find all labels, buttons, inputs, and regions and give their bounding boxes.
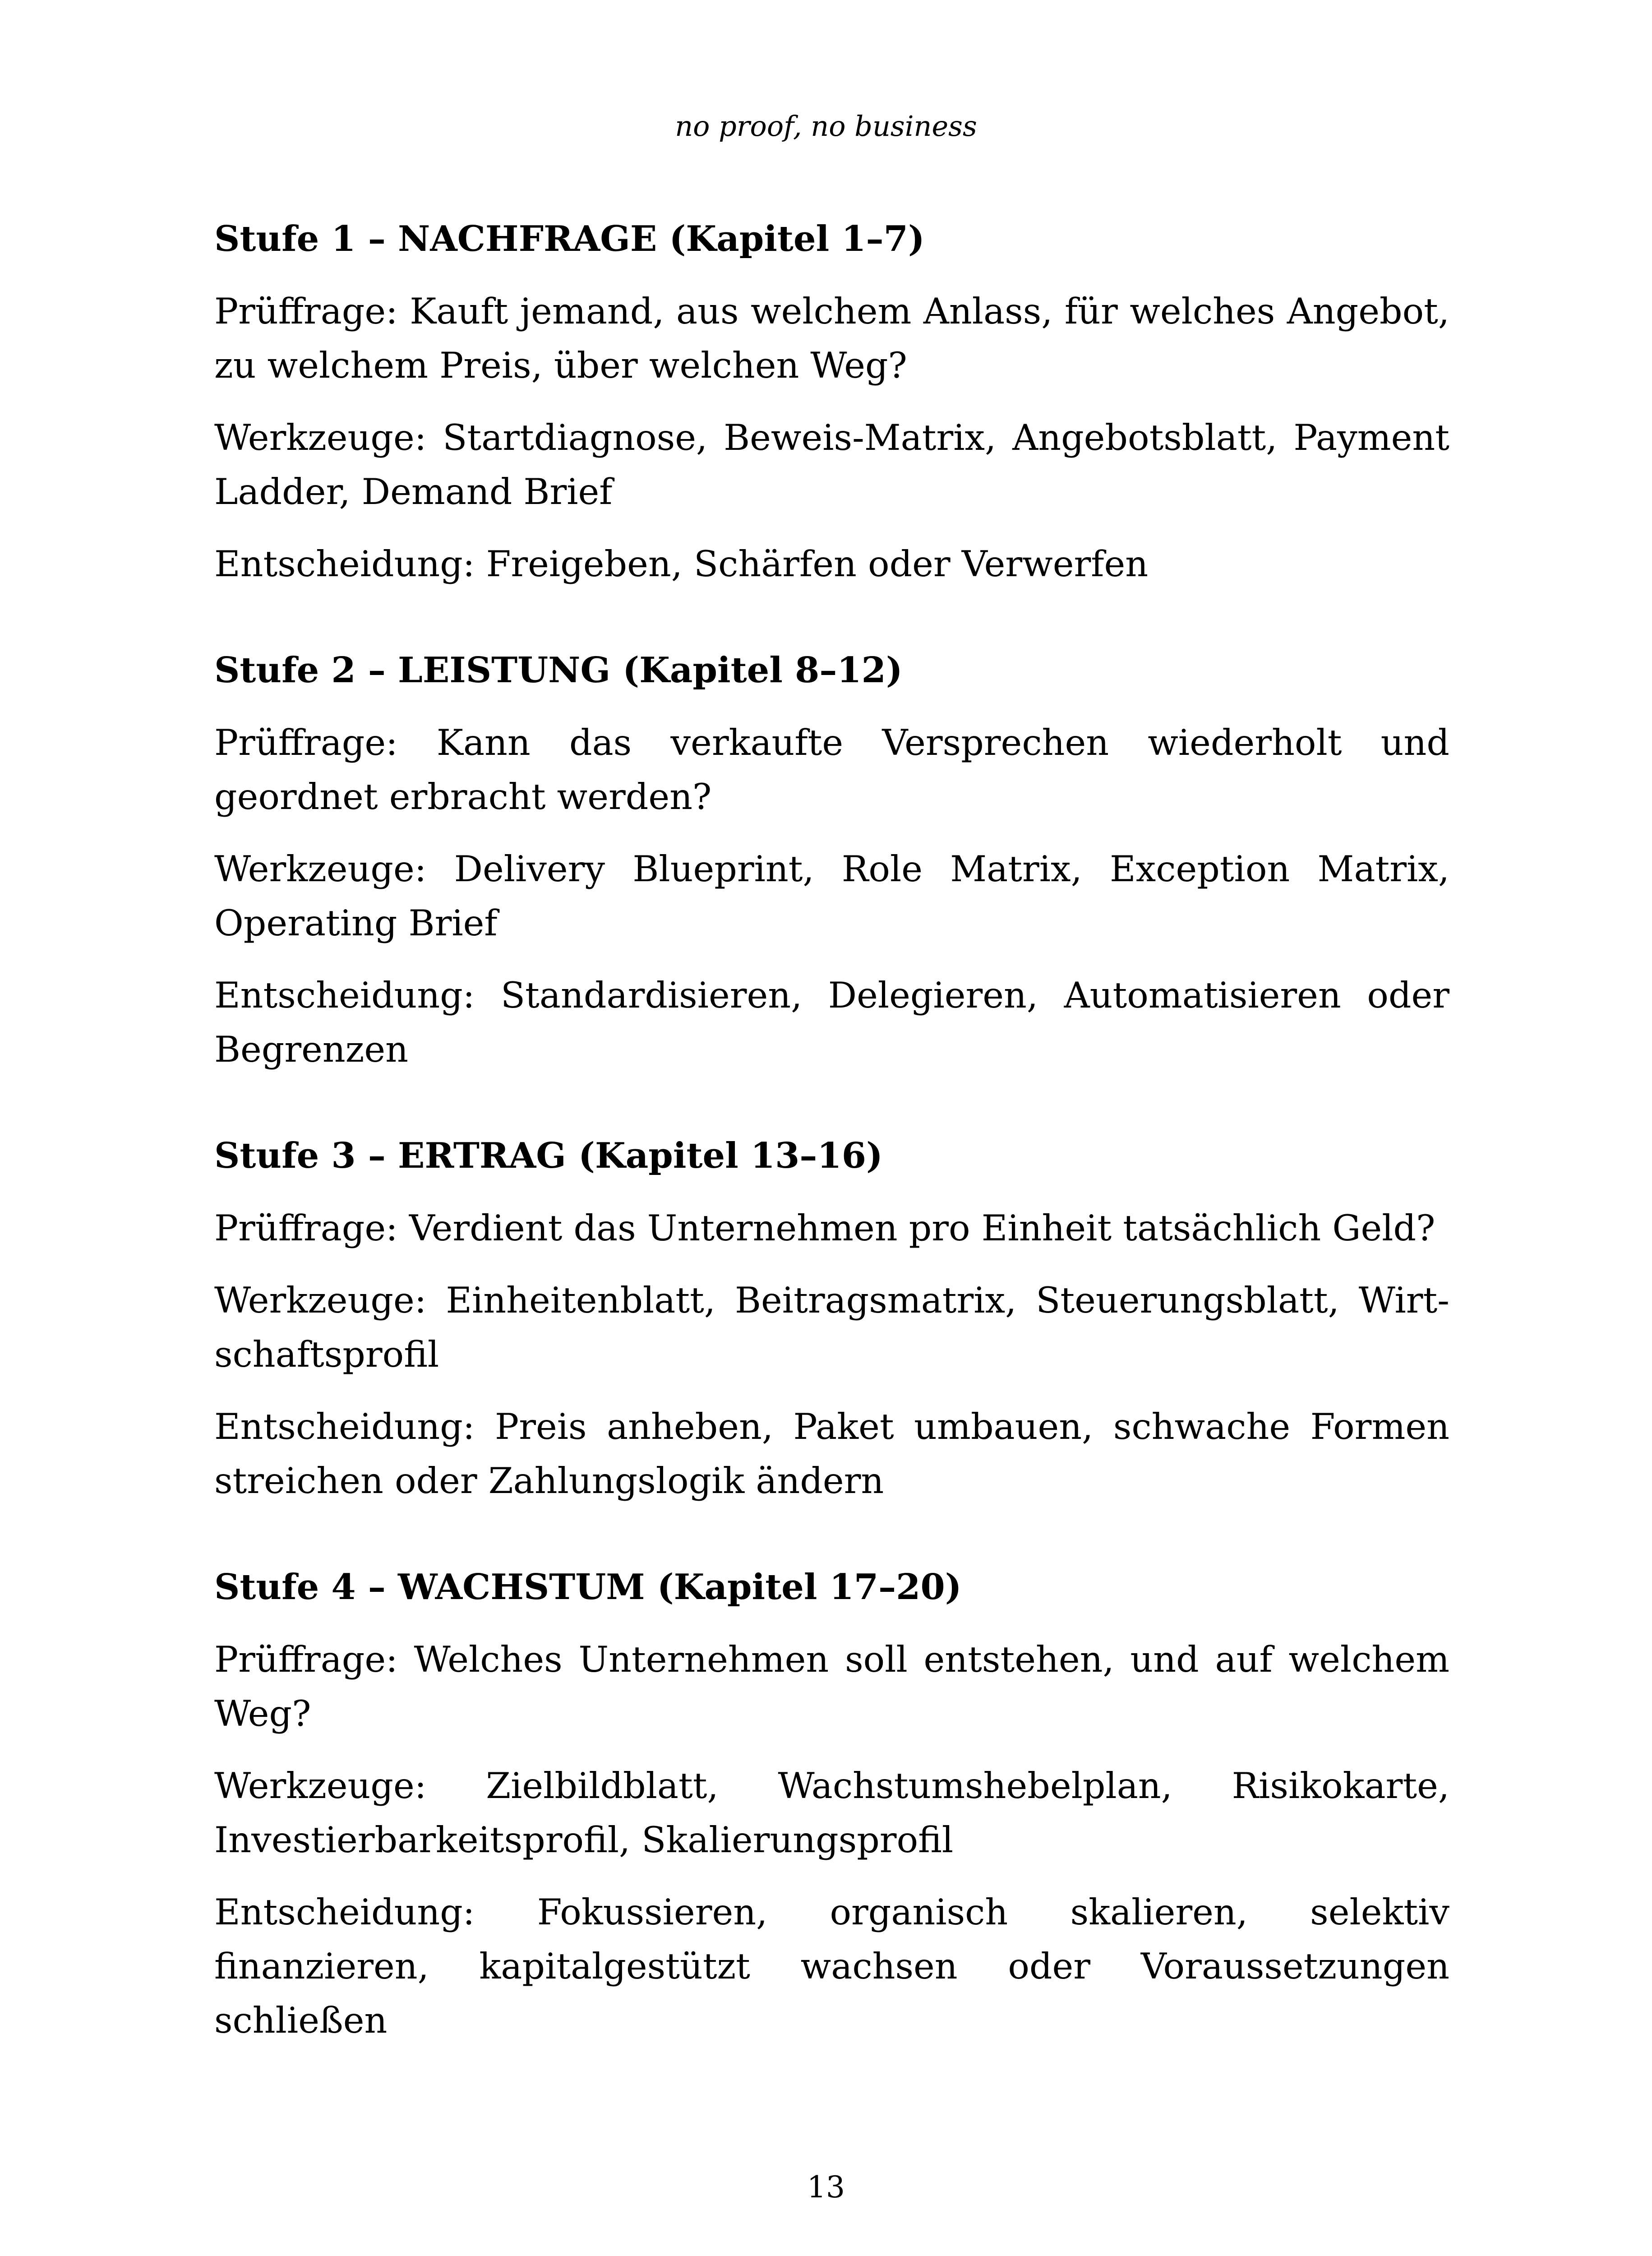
test-question: Prüffrage: Kann das verkaufte Versprechen wiederholt und geordnet erbracht werden?: [214, 722, 1449, 818]
test-question: Prüffrage: Kauft jemand, aus welchem Anlass, für welches Angebot, zu welchem Preis, über welchen Weg?: [214, 291, 1449, 386]
decision-options: Entscheidung: Preis anheben, Paket umbauen, schwache Formen streichen oder Zahlungslogik ändern: [214, 1406, 1449, 1502]
tools-list: Werkzeuge: Startdiagnose, Beweis-Matrix, Angebotsblatt, Payment Ladder, Demand Brief: [214, 417, 1449, 513]
stage-heading: Stufe 1 – NACHFRAGE (Kapitel 1–7): [214, 218, 925, 259]
tools-list: Werkzeuge: Einheitenblatt, Beitragsmatrix, Steuerungsblatt, Wirtschaftsprofil: [214, 1280, 1449, 1375]
running-header: no proof, no business: [675, 110, 977, 143]
decision-options: Entscheidung: Fokussieren, organisch skalieren, selektiv finanzieren, kapitalgestützt wachsen oder Voraussetzungen schließen: [214, 1891, 1449, 2041]
stage-section-3: [214, 1129, 1449, 1508]
test-question: Prüffrage: Welches Unternehmen soll entstehen, und auf welchem Weg?: [214, 1639, 1449, 1734]
stage-heading: Stufe 4 – WACHSTUM (Kapitel 17–20): [214, 1567, 962, 1608]
stage-section-4: [214, 1560, 1449, 2048]
page-number: 13: [807, 2170, 845, 2205]
stage-heading: Stufe 2 – LEISTUNG (Kapitel 8–12): [214, 650, 903, 691]
tools-list: Werkzeuge: Zielbildblatt, Wachstumshebelplan, Risikokarte, Investierbarkeitsprofil, Skalierungsprofil: [214, 1765, 1449, 1861]
decision-options: Entscheidung: Freigeben, Schärfen oder Verwerfen: [214, 543, 1149, 585]
stage-section-1: [214, 212, 1449, 591]
stage-heading: Stufe 3 – ERTRAG (Kapitel 13–16): [214, 1135, 883, 1176]
test-question: Prüffrage: Verdient das Unternehmen pro Einheit tatsächlich Geld?: [214, 1207, 1435, 1249]
tools-list: Werkzeuge: Delivery Blueprint, Role Matrix, Exception Matrix, Operating Brief: [214, 848, 1449, 944]
stage-section-2: [214, 643, 1449, 1077]
decision-options: Entscheidung: Standardisieren, Delegieren, Automatisieren oder Begrenzen: [214, 975, 1449, 1070]
page-body: [214, 212, 1449, 2100]
